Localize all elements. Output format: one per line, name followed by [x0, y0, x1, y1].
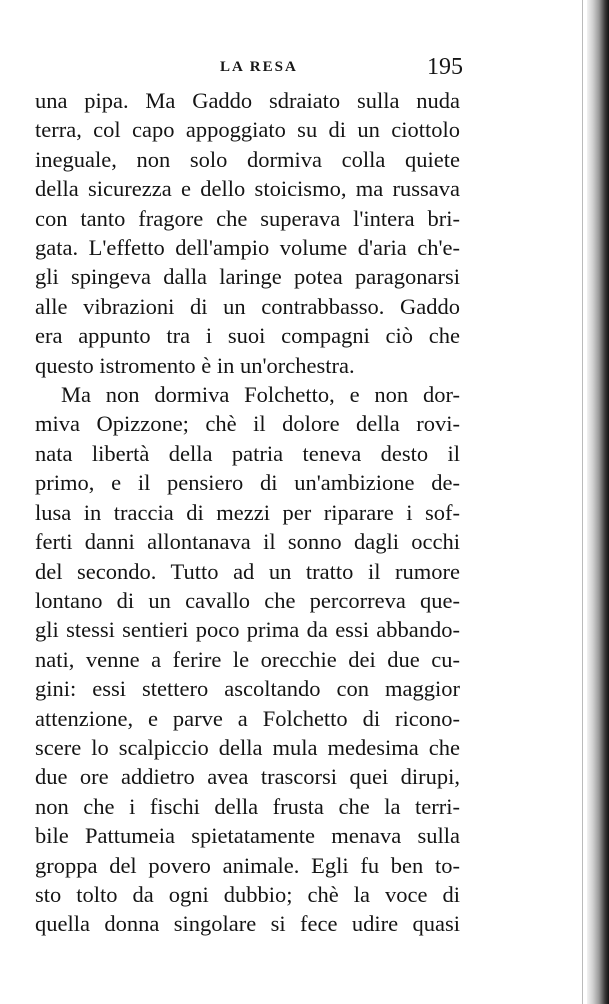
text-line: bile Pattumeia spietatamente menava sulla — [35, 823, 460, 849]
page-number: 195 — [427, 54, 463, 80]
text-line: gata. L'effetto dell'ampio volume d'aria ch'e- — [35, 235, 460, 261]
text-line: lontano di un cavallo che percorreva que- — [35, 587, 460, 613]
text-line: con tanto fragore che superava l'intera bri- — [35, 205, 460, 231]
text-line: nati, venne a ferire le orecchie dei due cu- — [35, 646, 460, 672]
text-line: questo istromento è in un'orchestra. — [35, 352, 355, 378]
text-line: della sicurezza e dello stoicismo, ma russava — [35, 176, 460, 202]
text-line: una pipa. Ma Gaddo sdraiato sulla nuda — [35, 88, 460, 113]
text-line: Ma non dormiva Folchetto, e non dor- — [61, 382, 460, 408]
text-line: attenzione, e parve a Folchetto di ricono- — [35, 705, 460, 731]
text-line: non che i fischi della frusta che la terri- — [35, 793, 460, 819]
page-edge-line — [582, 0, 583, 1004]
text-line: alle vibrazioni di un contrabbasso. Gaddo — [35, 293, 460, 319]
text-line: gli stessi sentieri poco prima da essi abbando- — [35, 617, 460, 643]
text-line: due ore addietro avea trascorsi quei dirupi, — [35, 764, 460, 790]
text-line: gli spingeva dalla laringe potea paragonarsi — [35, 264, 460, 290]
running-title: LA RESA — [220, 59, 298, 75]
paragraph-2 — [35, 380, 460, 939]
text-line: era appunto tra i suoi compagni ciò che — [35, 323, 460, 349]
text-line: primo, e il pensiero di un'ambizione de- — [35, 470, 460, 496]
text-line: groppa del povero animale. Egli fu ben to- — [35, 852, 460, 878]
text-line: ineguale, non solo dormiva colla quiete — [35, 146, 460, 172]
text-line: lusa in traccia di mezzi per riparare i sof- — [35, 499, 460, 525]
text-line: quella donna singolare si fece udire quasi — [35, 911, 460, 937]
page-edge-shadow — [587, 0, 609, 1004]
text-line: miva Opizzone; chè il dolore della rovi- — [35, 411, 460, 437]
text-line: gini: essi stettero ascoltando con maggior — [35, 676, 460, 702]
body-text — [35, 86, 460, 939]
text-line: terra, col capo appoggiato su di un ciottolo — [35, 117, 460, 143]
text-line: sto tolto da ogni dubbio; chè la voce di — [35, 881, 460, 907]
text-line: del secondo. Tutto ad un tratto il rumore — [35, 558, 460, 584]
text-line: ferti danni allontanava il sonno dagli occhi — [35, 529, 460, 555]
text-line: scere lo scalpiccio della mula medesima che — [35, 734, 460, 760]
paragraph-1 — [35, 86, 460, 380]
text-line: nata libertà della patria teneva desto il — [35, 440, 460, 466]
